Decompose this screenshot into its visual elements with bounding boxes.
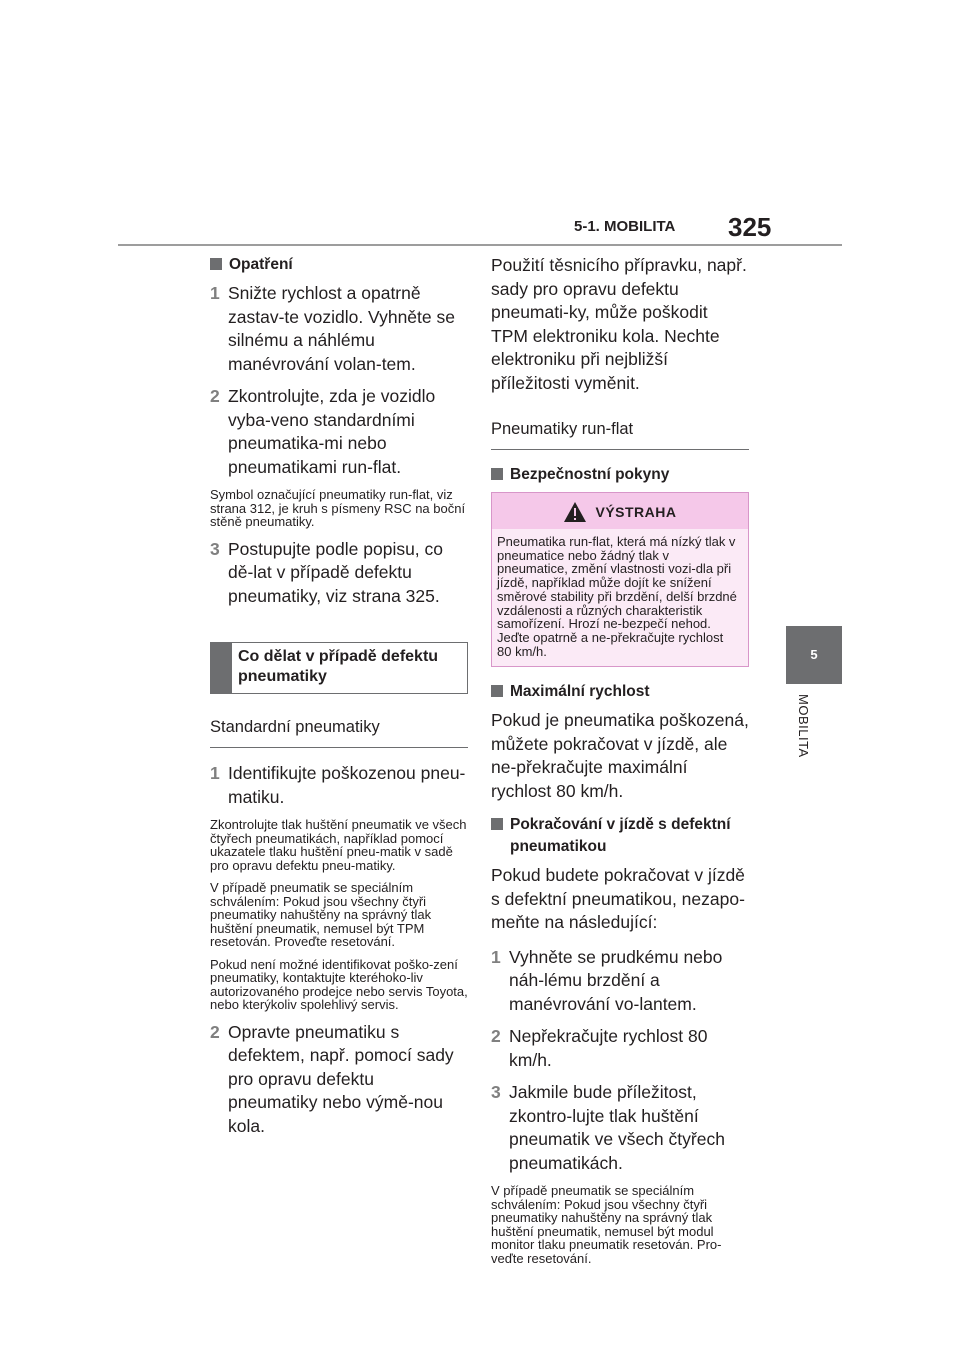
square-bullet-icon bbox=[491, 685, 503, 697]
note-text: V případě pneumatik se speciálním schválením: Pokud jsou všechny čtyři pneumatiky nahuštěny na správný tlak huštění pneumatik, nemusel být modul monitor tlaku pneumatik resetován. Pro-veďte resetování. bbox=[491, 1183, 722, 1266]
heading-measures: Opatření bbox=[210, 254, 468, 276]
warning-header: VÝSTRAHA bbox=[492, 493, 748, 529]
header-divider bbox=[118, 244, 842, 246]
section-box-title: Co dělat v případě defektu pneumatiky bbox=[210, 642, 468, 694]
step-item: 2 Opravte pneumatiku s defektem, např. pomocí sady pro opravu defektu pneumatiky nebo výmě-nou kola. bbox=[210, 1021, 454, 1136]
paragraph: Pokud je pneumatika poškozená, můžete pokračovat v jízdě, ale ne-překračujte maximální rychlost 80 km/h. bbox=[491, 710, 749, 801]
chapter-label: MOBILITA bbox=[796, 694, 811, 758]
note-text: Zkontrolujte tlak huštění pneumatik ve všech čtyřech pneumatikách, například pomocí ukazatele tlaku huštění pneu-matik v sadě pro opravu defektu pneu-matiky. bbox=[210, 817, 467, 873]
square-bullet-icon bbox=[491, 468, 503, 480]
heading-safety: Bezpečnostní pokyny bbox=[491, 464, 749, 486]
section-title: 5-1. MOBILITA bbox=[574, 218, 676, 235]
step-item: 2 Zkontrolujte, zda je vozidlo vyba-veno standardními pneumatika-mi nebo pneumatikami run-flat. bbox=[210, 386, 436, 477]
square-bullet-icon bbox=[491, 818, 503, 830]
step-item: 3 Jakmile bude příležitost, zkontro-lujte tlak huštění pneumatik ve všech čtyřech pneumatikách. bbox=[491, 1082, 725, 1173]
step-item: 1 Vyhněte se prudkému nebo náh-lému brzdění a manévrování vo-lantem. bbox=[491, 946, 723, 1014]
step-item: 1 Identifikujte poškozenou pneu-matiku. bbox=[210, 763, 466, 807]
note-text: Symbol označující pneumatiky run-flat, viz strana 312, je kruh s písmeny RSC na boční stěně pneumatiky. bbox=[210, 487, 466, 529]
heading-continue: Pokračování v jízdě s defektní pneumatikou bbox=[491, 814, 749, 858]
right-column bbox=[491, 254, 749, 1274]
paragraph: Použití těsnicího přípravku, např. sady pro opravu defektu pneumati-ky, může poškodit TPM elektroniku kola. Nechte elektroniku při nejbližší příležitosti vyměnit. bbox=[491, 255, 747, 393]
step-item: 3 Postupujte podle popisu, co dě-lat v případě defektu pneumatiky, viz strana 325. bbox=[210, 538, 444, 606]
step-item: 2 Nepřekračujte rychlost 80 km/h. bbox=[491, 1026, 708, 1070]
paragraph: Pokud budete pokračovat v jízdě s defektní pneumatikou, nezapo-meňte na následující: bbox=[491, 865, 745, 933]
note-text: Pokud není možné identifikovat poško-zení pneumatiky, kontaktujte kteréhoko-liv autorizovaného prodejce nebo servis Toyota, nebo kterýkoliv spolehlivý servis. bbox=[210, 956, 468, 1012]
warning-box bbox=[491, 492, 749, 667]
step-item: 1 Snižte rychlost a opatrně zastav-te vozidlo. Vyhněte se silnému a náhlému manévrování volan-tem. bbox=[210, 283, 455, 374]
page-number: 325 bbox=[728, 212, 772, 242]
square-bullet-icon bbox=[210, 258, 222, 270]
note-text: V případě pneumatik se speciálním schválením: Pokud jsou všechny čtyři pneumatiky nahuštěny na správný tlak huštění pneumatik, nemusel být TPM resetován. Proveďte resetování. bbox=[210, 880, 432, 949]
left-column bbox=[210, 254, 468, 1147]
heading-max-speed: Maximální rychlost bbox=[491, 681, 749, 703]
warning-triangle-icon bbox=[563, 501, 587, 523]
chapter-tab: 5 bbox=[786, 626, 842, 684]
warning-text: Pneumatika run-flat, která má nízký tlak v pneumatice nebo žádný tlak v pneumatice, změní vlastnosti vozi-dla při jízdě, například může dojít ke snížení směrové stability při brzdění, delší brzdné vzdálenosti a různých charakteristik samořízení. Hrozí ne-bezpečí nehod. Jeďte opatrně a ne-překračujte rychlost 80 km/h. bbox=[492, 529, 748, 666]
subsection-title: Pneumatiky run-flat bbox=[491, 406, 749, 450]
subsection-title: Standardní pneumatiky bbox=[210, 704, 468, 748]
